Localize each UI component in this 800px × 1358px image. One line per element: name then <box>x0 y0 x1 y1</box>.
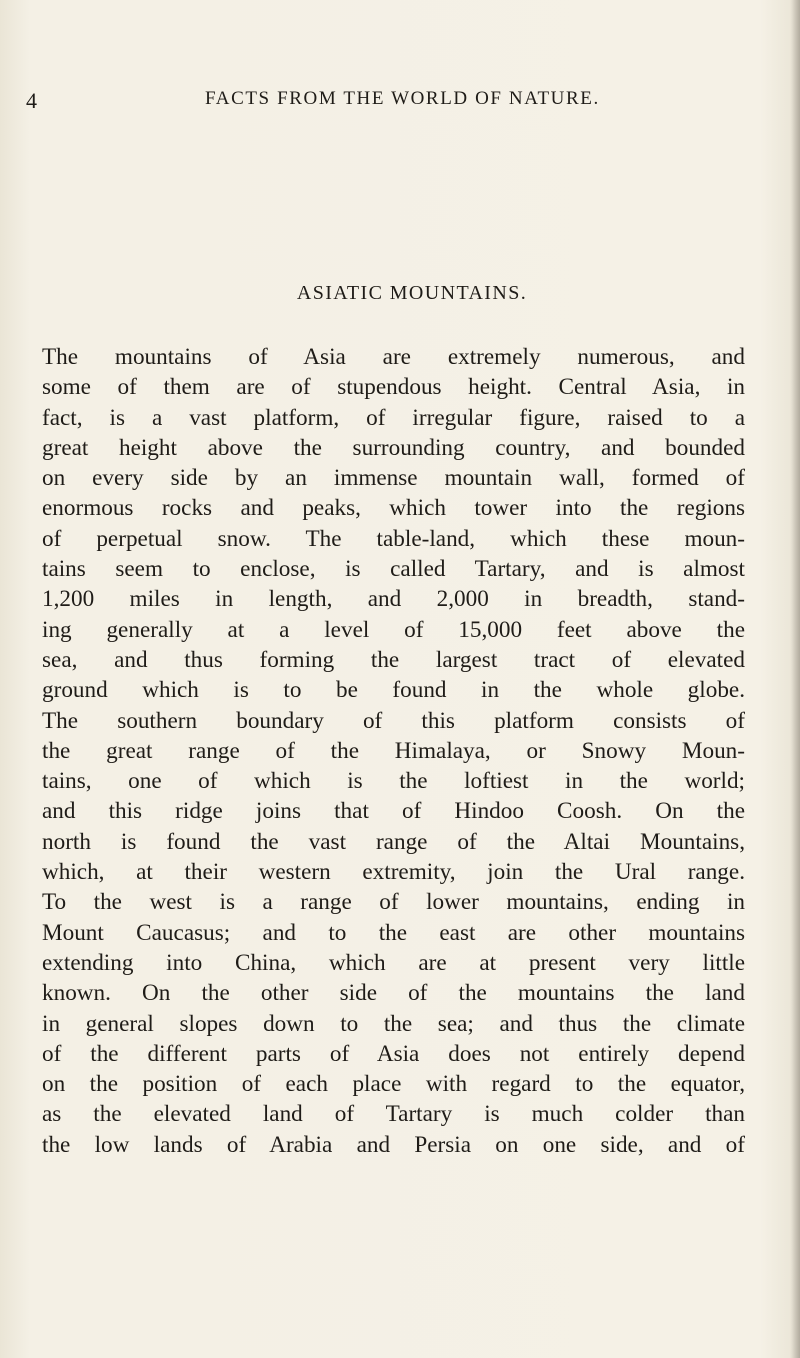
text-line: the great range of the Himalaya, or Snowy Moun- <box>42 737 745 764</box>
page-edge-shadow <box>790 0 800 1358</box>
text-line: the low lands of Arabia and Persia on one side, and of <box>42 1131 745 1158</box>
text-line: north is found the vast range of the Altai Mountains, <box>42 828 745 855</box>
text-line: fact, is a vast platform, of irregular figure, raised to a <box>42 404 745 431</box>
text-line: The southern boundary of this platform consists of <box>42 707 745 734</box>
text-line: great height above the surrounding country, and bounded <box>42 434 745 461</box>
running-head: FACTS FROM THE WORLD OF NATURE. <box>205 88 600 109</box>
body-paragraph <box>42 342 745 1160</box>
text-line: of perpetual snow. The table-land, which these moun- <box>42 525 745 552</box>
text-line: some of them are of stupendous height. Central Asia, in <box>42 374 745 401</box>
text-line: known. On the other side of the mountains the land <box>42 980 745 1007</box>
text-line: 1,200 miles in length, and 2,000 in breadth, stand- <box>42 586 745 613</box>
text-line: tains seem to enclose, is called Tartary, and is almost <box>42 556 745 583</box>
text-line: sea, and thus forming the largest tract of elevated <box>42 646 745 673</box>
page-number: 4 <box>26 88 37 113</box>
text-line: enormous rocks and peaks, which tower into the regions <box>42 495 745 522</box>
text-line: which, at their western extremity, join the Ural range. <box>42 859 745 886</box>
page-header <box>0 82 800 122</box>
text-line: ing generally at a level of 15,000 feet above the <box>42 616 745 643</box>
text-line: The mountains of Asia are extremely numerous, and <box>42 344 745 370</box>
text-line: tains, one of which is the loftiest in the world; <box>42 768 745 795</box>
text-line: extending into China, which are at present very little <box>42 949 745 976</box>
text-line: Mount Caucasus; and to the east are other mountains <box>42 919 745 946</box>
text-line: and this ridge joins that of Hindoo Coosh. On the <box>42 798 745 825</box>
text-line: as the elevated land of Tartary is much colder than <box>42 1101 745 1128</box>
text-line: of the different parts of Asia does not entirely depend <box>42 1040 745 1067</box>
text-line: ground which is to be found in the whole globe. <box>42 677 745 704</box>
text-line: on every side by an immense mountain wall, formed of <box>42 465 745 492</box>
text-line: on the position of each place with regard to the equator, <box>42 1071 745 1098</box>
section-title: ASIATIC MOUNTAINS. <box>296 282 528 304</box>
text-line: To the west is a range of lower mountains, ending in <box>42 889 745 916</box>
text-line: in general slopes down to the sea; and thus the climate <box>42 1010 745 1037</box>
